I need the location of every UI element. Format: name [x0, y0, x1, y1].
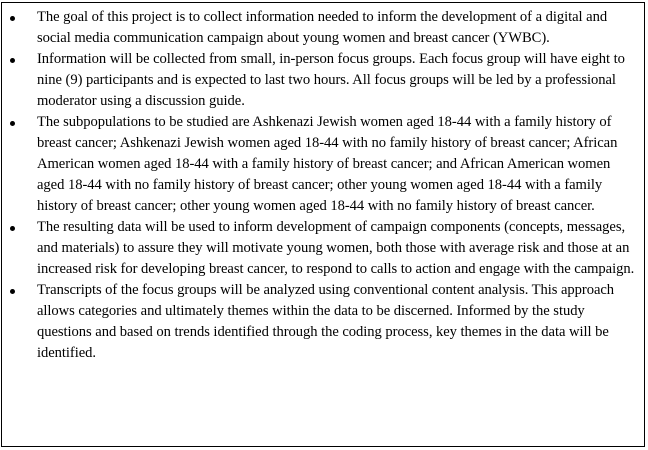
list-item-text: The goal of this project is to collect information needed to inform the development of a digital and social media communication campaign about young women and breast cancer (YWBC). — [37, 9, 608, 46]
list-item-text: Transcripts of the focus groups will be analyzed using conventional content analysis. This approach allows categories and ultimately themes within the data to be discerned. Informed by the study questions and based on trends identified through the coding process, key themes in the data will be identified. — [37, 282, 615, 361]
bullet-icon — [10, 58, 15, 63]
bullet-icon — [10, 16, 15, 21]
list-item-data-collection — [2, 49, 644, 112]
list-item-project-goal — [2, 7, 644, 49]
bullet-list — [2, 7, 644, 364]
list-item-data-use — [2, 217, 644, 280]
list-item-text: Information will be collected from small, in-person focus groups. Each focus group will have eight to nine (9) participants and is expected to last two hours. All focus groups will be led by a professional moderator using a discussion guide. — [37, 51, 625, 109]
summary-box — [1, 2, 645, 447]
list-item-text: The subpopulations to be studied are Ashkenazi Jewish women aged 18-44 with a family history of breast cancer; Ashkenazi Jewish women aged 18-44 with no family history of breast cancer; African American women aged 18-44 with a family history of breast cancer; and African American women aged 18-44 with no family history of breast cancer; other young women aged 18-44 with a family history of breast cancer; other young women aged 18-44 with no family history of breast cancer. — [37, 114, 618, 214]
list-item-analysis — [2, 280, 644, 364]
bullet-icon — [10, 121, 15, 126]
list-item-text: The resulting data will be used to inform development of campaign components (concepts, messages, and materials) to assure they will motivate young women, both those with average risk and those at an increased risk for developing breast cancer, to respond to calls to action and engage with the campaign. — [37, 219, 635, 277]
bullet-icon — [10, 289, 15, 294]
list-item-subpopulations — [2, 112, 644, 217]
bullet-icon — [10, 226, 15, 231]
